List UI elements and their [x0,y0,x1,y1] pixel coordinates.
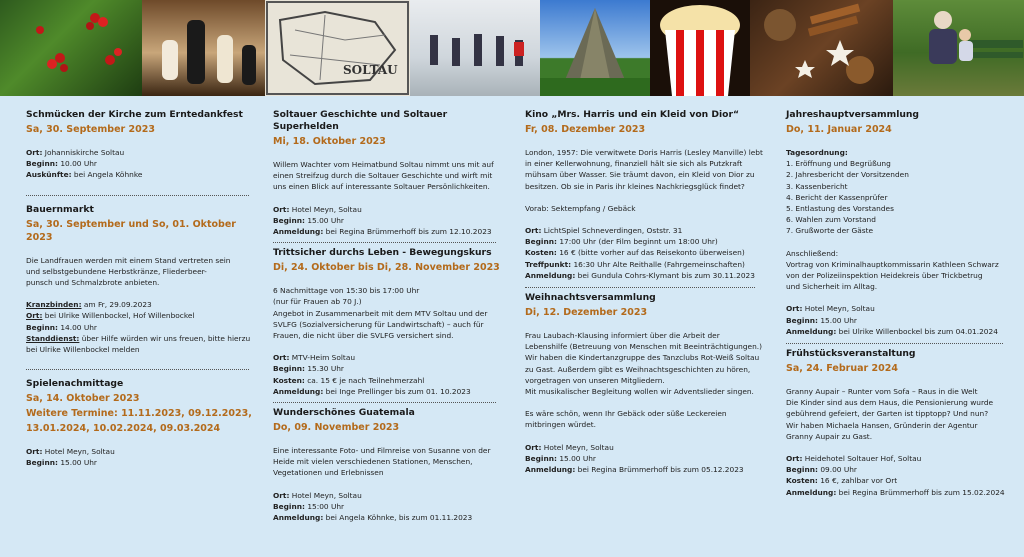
agenda-item: 1. Eröffnung und Begrüßung [786,159,891,169]
label: Beginn: [273,364,305,374]
event-date: Fr, 08. Dezember 2023 [525,124,646,135]
desc: Vorab: Sektempfang / Gebäck [525,203,636,213]
event-date: Mi, 18. Oktober 2023 [273,136,386,147]
label: Anmeldung: [525,270,576,280]
value: bei Regina Brümmerhoff bis zum 05.12.2023 [577,465,744,475]
label: Anmeldung: [273,386,324,396]
label: Ort: [273,353,290,363]
value: bei Angela Köhnke [73,170,143,180]
label: Kosten: [273,375,305,385]
desc: SVLFG (Sozialversicherung für Landwirtschaft) – auch für [273,319,484,329]
desc: Frauen, die nicht über die SVLFG versichert sind. [273,331,454,341]
value: 09.00 Uhr [820,465,857,475]
label: Ort: [525,442,542,452]
event-title: Frühstücksveranstaltung [786,348,916,360]
value: ca. 15 € je nach Teilnehmerzahl [307,375,425,385]
desc: Es wäre schön, wenn Ihr Gebäck oder süße Leckereien [525,409,727,419]
label: Kranzbinden: [26,300,82,310]
value: 16:30 Uhr Alte Reithalle (Fahrgemeinschaften) [573,259,745,269]
label: Ort: [273,490,290,500]
label: Ort: [26,311,43,321]
desc: einen Streifzug durch die Soltauer Geschichte und wirft mit [273,171,493,181]
desc: und selbstgebundene Herbstkränze, Fliederbeer- [26,266,207,276]
desc: Lebenshilfe (Betreuung von Menschen mit Beeinträchtigungen.) [525,342,763,352]
desc: Granny Aupair zu Gast. [786,431,873,441]
event-more-dates: Weitere Termine: 11.11.2023, 09.12.2023, [26,408,252,420]
event-date: Do, 11. Januar 2024 [786,124,892,135]
desc: und Sicherheit im Alltag. [786,282,878,292]
event-title: Wunderschönes Guatemala [273,407,415,419]
desc: in einer Kellerwohnung, finanziell hält sie sich als Putzkraft [525,159,743,169]
value: Heidehotel Soltauer Hof, Soltau [804,454,922,464]
program-content [0,96,1024,557]
separator [525,287,755,288]
event-date: Sa, 30. September und So, 01. Oktober 2023 [26,218,236,243]
agenda-item: 2. Jahresbericht der Vorsitzenden [786,170,909,180]
event-kino [525,109,765,281]
value: Hotel Meyn, Soltau [291,490,362,500]
value: 14.00 Uhr [60,322,97,332]
event-jahreshauptversammlung [786,109,1012,337]
desc: von der Polizeiinspektion Heidekreis über Trickbetrug [786,271,983,281]
agenda-item: 4. Bericht der Kassenprüfer [786,192,888,202]
label: Beginn: [26,322,58,332]
label: Ort: [786,304,803,314]
value: 16 €, zahlbar vor Ort [820,476,898,486]
label: Kosten: [786,476,818,486]
separator [26,369,249,370]
event-title: Kino „Mrs. Harris und ein Kleid von Dior“ [525,109,740,120]
event-title: Jahreshauptversammlung [786,109,920,120]
event-more-dates: 13.01.2024, 10.02.2024, 09.03.2024 [26,423,221,435]
value: bei Ulrike Willenbockel bis zum 04.01.2024 [838,326,998,336]
event-bauernmarkt [26,204,258,356]
value: LichtSpiel Schneverdingen, Oststr. 31 [543,226,683,236]
value: bei Inge Prellinger bis zum 01. 10.2023 [325,386,471,396]
value: Hotel Meyn, Soltau [291,204,362,214]
separator [26,195,249,196]
photo-popcorn [650,0,750,96]
column-1 [26,96,258,557]
desc: punsch und Schmalzbrote anbieten. [26,278,160,288]
event-title: Soltauer Geschichte und Soltauer Superhelden [273,109,448,132]
desc: bei Ulrike Willenbockel melden [26,345,140,355]
event-title: Bauernmarkt [26,203,94,215]
photo-christmas-spices [750,0,893,96]
event-title: Trittsicher durchs Leben - Bewegungskurs [273,247,492,259]
column-2 [273,96,505,557]
value: 15.00 Uhr [307,215,344,225]
label: Beginn: [26,458,58,468]
value: bei Angela Köhnke, bis zum 01.11.2023 [325,513,473,523]
agenda-item: 6. Wahlen zum Vorstand [786,215,876,225]
photo-grandmother-child-bench [893,0,1024,96]
desc: Eine interessante Foto- und Filmreise von Susanne von der [273,446,491,456]
label: Beginn: [786,315,818,325]
photo-guatemala-pyramid [540,0,650,96]
event-weihnachtsversammlung [525,292,765,475]
svg-text:SOLTAU: SOLTAU [343,63,398,77]
value: 16 € (bitte vorher auf das Reisekonto überweisen) [559,248,745,258]
event-spielenachmittage [26,378,258,468]
event-title: Spielenachmittage [26,378,124,390]
desc: mitbringen würdet. [525,420,597,430]
event-guatemala [273,407,505,523]
value: Hotel Meyn, Soltau [804,304,875,314]
desc: Frau Laubach-Klausing informiert über die Arbeit der [525,331,720,341]
label: Beginn: [273,501,305,511]
photo-exercise-class [410,0,540,96]
label: Ort: [786,454,803,464]
value: 17:00 Uhr (der Film beginnt um 18:00 Uhr) [559,237,718,247]
desc: Vortrag von Kriminalhauptkommissarin Kathleen Schwarz [786,259,999,269]
photo-chess-pieces [142,0,265,96]
desc: Willem Wachter vom Heimatbund Soltau nimmt uns mit auf [273,160,494,169]
label: Ort: [273,204,290,214]
value: MTV-Heim Soltau [291,353,356,363]
event-fruehstueck [786,348,1012,498]
event-title: Schmücken der Kirche zum Erntedankfest [26,109,243,120]
separator [786,343,1003,344]
desc: uns einen Blick auf interessante Soltauer Persönlichkeiten. [273,182,490,192]
desc: Heide mit vielen verschiedenen Stationen, Menschen, [273,457,473,467]
event-trittsicher [273,247,505,397]
desc: 6 Nachmittage von 15:30 bis 17:00 Uhr [273,286,420,296]
desc: Angebot in Zusammenarbeit mit dem MTV Soltau und der [273,308,488,318]
event-date: Sa, 30. September 2023 [26,124,155,135]
event-date: Di, 12. Dezember 2023 [525,307,648,319]
desc: besitzen. Ob sie in Paris ihr kleines Nachkriegsglück findet? [525,181,745,191]
agenda-label: Tagesordnung: [786,148,848,157]
value: bei Regina Brümmerhoff bis zum 12.10.2023 [325,227,492,237]
label: Beginn: [525,453,557,463]
value: bei Regina Brümmerhoff bis zum 15.02.2024 [838,487,1005,497]
value: 15.00 Uhr [559,453,596,463]
desc: Anschließend: [786,248,839,258]
agenda-item: 5. Entlastung des Vorstandes [786,204,894,214]
value: über Hilfe würden wir uns freuen, bitte hierzu [81,333,251,343]
label: Beginn: [786,465,818,475]
value: 15:00 Uhr [307,501,345,511]
desc: Granny Aupair – Runter vom Sofa – Raus in die Welt [786,387,978,397]
event-date: Do, 09. November 2023 [273,422,400,434]
desc: Vegetationen und Erlebnissen [273,468,384,478]
desc: vorgetragen von unseren Mitgliedern. [525,375,665,385]
desc: Mit musikalischer Begleitung wollen wir Adventslieder singen. [525,387,754,397]
photo-strip [0,0,1024,96]
value: bei Ulrike Willenbockel, Hof Willenbockel [44,311,195,321]
value: 15.30 Uhr [307,364,344,374]
label: Beginn: [26,159,58,169]
label: Anmeldung: [273,513,324,523]
value: 15.00 Uhr [820,315,857,325]
label: Anmeldung: [786,487,837,497]
desc: Die Landfrauen werden mit einem Stand vertreten sein [26,255,231,265]
column-3 [525,96,765,557]
event-date: Sa, 24. Februar 2024 [786,363,898,375]
value: Hotel Meyn, Soltau [44,447,115,457]
value: 15.00 Uhr [60,458,97,468]
value: Hotel Meyn, Soltau [543,442,614,452]
desc: gebührend gefeiert, der Garten ist tipptopp? Und nun? [786,409,989,419]
label: Auskünfte: [26,170,72,180]
label: Beginn: [273,215,305,225]
desc: Wir haben Michaela Hansen, Gründerin der Agentur [786,420,978,430]
agenda-item: 7. Grußworte der Gäste [786,226,874,236]
event-title: Weihnachtsversammlung [525,292,656,304]
event-erntedank [26,109,258,181]
separator [273,402,496,403]
desc: Wir haben die Kindertanzgruppe des Tanzclubs Rot-Weiß Soltau [525,353,760,363]
label: Beginn: [525,237,557,247]
label: Anmeldung: [273,227,324,237]
value: am Fr, 29.09.2023 [83,300,152,310]
photo-soltau-map [265,0,410,96]
desc: mühsam über Wasser. Sie träumt davon, ein Kleid von Dior zu [525,170,755,180]
event-date: Sa, 14. Oktober 2023 [26,393,140,405]
desc: zu Gast. Außerdem gibt es Weihnachtsgeschichten zu hören, [525,364,751,374]
column-4 [786,96,1012,557]
value: Johanniskirche Soltau [44,148,125,157]
desc: (nur für Frauen ab 70 J.) [273,297,362,307]
label: Anmeldung: [525,465,576,475]
label: Ort: [26,447,43,457]
label: Ort: [26,148,43,157]
label: Ort: [525,226,542,236]
desc: Die Kinder sind aus dem Haus, die Pensionierung wurde [786,398,994,408]
label: Anmeldung: [786,326,837,336]
value: 10.00 Uhr [60,159,97,169]
label: Treffpunkt: [525,259,572,269]
value: bei Gundula Cohrs-Klymant bis zum 30.11.2023 [577,270,755,280]
agenda-item: 3. Kassenbericht [786,181,848,191]
desc: London, 1957: Die verwitwete Doris Harris (Lesley Manville) lebt [525,148,763,157]
photo-holly-wreath [0,0,142,96]
event-soltauer-geschichte [273,109,505,237]
label: Kosten: [525,248,557,258]
label: Standdienst: [26,333,80,343]
separator [273,242,496,243]
event-date: Di, 24. Oktober bis Di, 28. November 2023 [273,262,500,274]
